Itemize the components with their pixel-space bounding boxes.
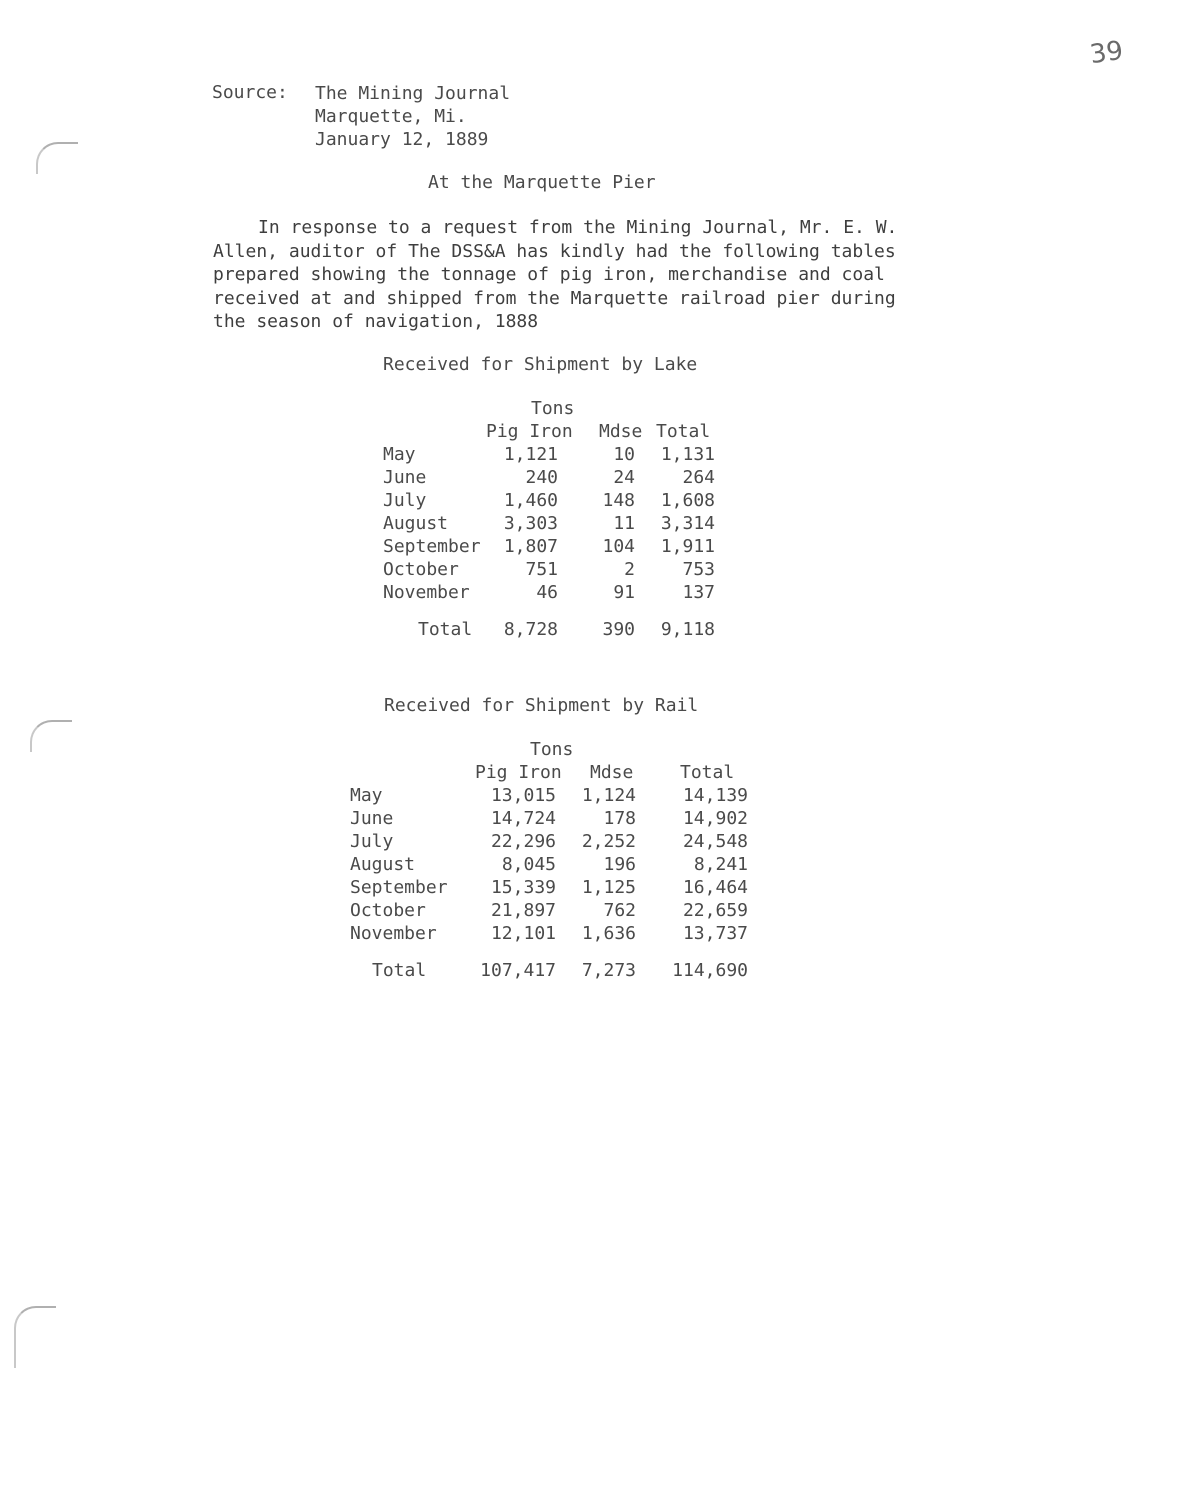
total-cell: 753 — [682, 559, 715, 580]
month-cell: May — [350, 785, 383, 806]
pig-iron-cell: 1,807 — [503, 536, 558, 557]
lake-table-heading: Received for Shipment by Lake — [383, 354, 698, 375]
month-cell: July — [383, 490, 427, 511]
total-cell: 13,737 — [682, 923, 748, 944]
month-cell: November — [383, 582, 470, 603]
mdse-cell: 1,125 — [581, 877, 636, 898]
month-cell: August — [383, 513, 449, 534]
pig-iron-cell: 22,296 — [490, 831, 556, 852]
mdse-cell: 2,252 — [581, 831, 636, 852]
column-header-cell: Mdse — [599, 421, 643, 442]
source-label: Source: — [212, 82, 288, 103]
total-cell: 264 — [682, 467, 715, 488]
month-cell: June — [350, 808, 394, 829]
month-cell: June — [383, 467, 427, 488]
mdse-cell: 2 — [624, 559, 635, 580]
pig-iron-cell: 1,460 — [503, 490, 558, 511]
source-date: January 12, 1889 — [315, 129, 489, 150]
pig-iron-cell: 751 — [525, 559, 558, 580]
mdse-cell: 10 — [613, 444, 635, 465]
binder-hole-mark — [30, 720, 72, 752]
mdse-cell: 11 — [613, 513, 635, 534]
total-cell: 14,139 — [682, 785, 748, 806]
total-cell: 8,241 — [693, 854, 748, 875]
article-title: At the Marquette Pier — [428, 172, 656, 193]
paragraph-line: received at and shipped from the Marquette railroad pier during — [213, 287, 896, 309]
total-label-cell: Total — [418, 619, 473, 640]
month-cell: May — [383, 444, 416, 465]
pig-iron-cell: 1,121 — [503, 444, 558, 465]
pig-iron-cell: 240 — [525, 467, 558, 488]
total-cell: 22,659 — [682, 900, 748, 921]
total-cell: 1,911 — [660, 536, 715, 557]
mdse-cell: 104 — [602, 536, 635, 557]
mdse-cell: 762 — [603, 900, 636, 921]
source-publication: The Mining Journal — [315, 83, 511, 104]
total-cell: 14,902 — [682, 808, 748, 829]
total-cell: 1,131 — [660, 444, 715, 465]
mdse-cell: 1,636 — [581, 923, 636, 944]
mdse-cell: 1,124 — [581, 785, 636, 806]
group-header-cell: Tons — [530, 739, 574, 760]
paragraph-line: prepared showing the tonnage of pig iron, merchandise and coal — [213, 264, 885, 285]
paragraph-line: Allen, auditor of The DSS&A has kindly had the following tables — [213, 240, 896, 262]
pig-iron-cell: 21,897 — [490, 900, 556, 921]
mdse-cell: 148 — [602, 490, 635, 511]
column-header-cell: Pig Iron — [475, 762, 562, 783]
total-cell: 3,314 — [660, 513, 715, 534]
pig-iron-cell: 13,015 — [490, 785, 556, 806]
pig-iron-cell: 15,339 — [490, 877, 556, 898]
group-header-cell: Tons — [531, 398, 575, 419]
rail-table-heading: Received for Shipment by Rail — [384, 695, 699, 716]
source-location: Marquette, Mi. — [315, 106, 467, 127]
pig-iron-cell: 14,724 — [490, 808, 556, 829]
total-cell: 1,608 — [660, 490, 715, 511]
mdse-cell: 196 — [603, 854, 636, 875]
pig-iron-cell: 3,303 — [503, 513, 558, 534]
mdse-total-cell: 7,273 — [581, 960, 636, 981]
pig-iron-total-cell: 107,417 — [480, 960, 556, 981]
month-cell: July — [350, 831, 394, 852]
month-cell: August — [350, 854, 416, 875]
binder-hole-mark — [14, 1306, 56, 1368]
mdse-cell: 178 — [603, 808, 636, 829]
pig-iron-cell: 8,045 — [501, 854, 556, 875]
total-label-cell: Total — [372, 960, 427, 981]
pig-iron-total-cell: 8,728 — [503, 619, 558, 640]
month-cell: September — [350, 877, 448, 898]
binder-hole-mark — [36, 142, 78, 174]
month-cell: September — [383, 536, 481, 557]
pig-iron-cell: 12,101 — [490, 923, 556, 944]
pig-iron-cell: 46 — [536, 582, 558, 603]
grand-total-cell: 9,118 — [660, 619, 715, 640]
column-header-cell: Pig Iron — [486, 421, 573, 442]
page-number: 39 — [1088, 35, 1126, 71]
column-header-cell: Total — [656, 421, 711, 442]
total-cell: 137 — [682, 582, 715, 603]
column-header-cell: Mdse — [590, 762, 634, 783]
mdse-cell: 91 — [613, 582, 635, 603]
month-cell: October — [383, 559, 459, 580]
mdse-cell: 24 — [613, 467, 635, 488]
total-cell: 16,464 — [682, 877, 748, 898]
column-header-cell: Total — [680, 762, 735, 783]
grand-total-cell: 114,690 — [672, 960, 748, 981]
month-cell: October — [350, 900, 426, 921]
mdse-total-cell: 390 — [602, 619, 635, 640]
paragraph-line: In response to a request from the Mining Journal, Mr. E. W. — [258, 217, 898, 238]
paragraph-line: the season of navigation, 1888 — [213, 311, 539, 332]
article-paragraph — [213, 216, 953, 334]
month-cell: November — [350, 923, 437, 944]
total-cell: 24,548 — [682, 831, 748, 852]
source-citation — [315, 82, 510, 151]
